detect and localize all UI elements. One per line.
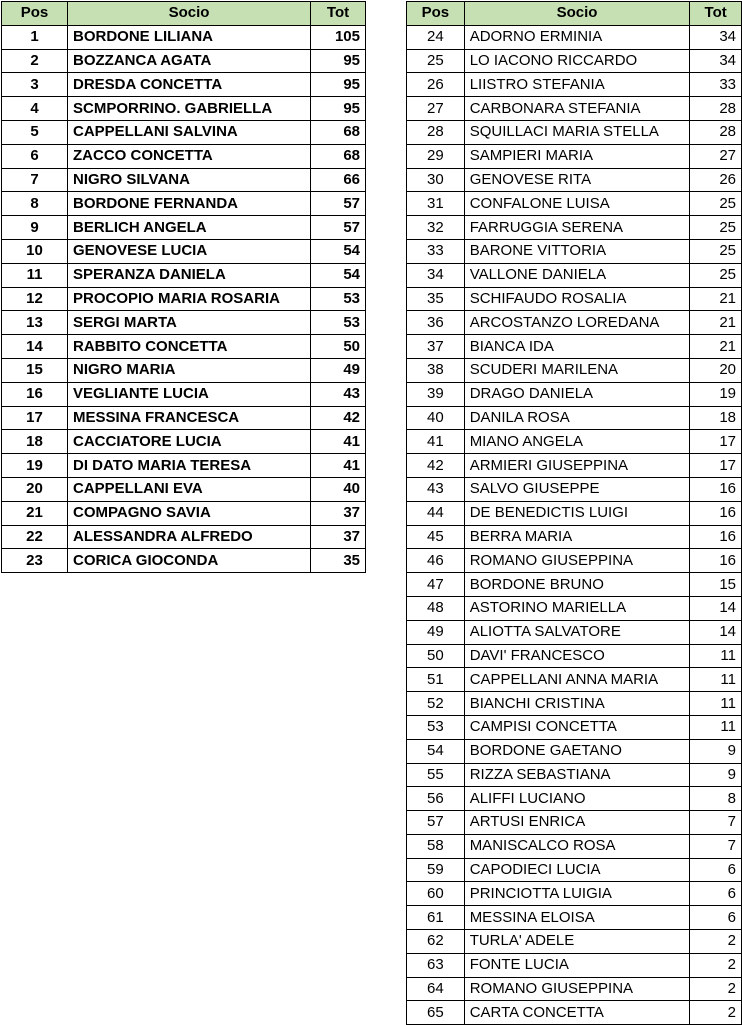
rank-cell: 60 [407, 882, 465, 906]
total-cell: 34 [690, 25, 742, 49]
table-row [2, 525, 366, 549]
rank-cell: 61 [407, 906, 465, 930]
total-cell: 21 [690, 287, 742, 311]
table-row [407, 668, 742, 692]
rank-cell: 39 [407, 382, 465, 406]
member-name-cell: BIANCA IDA [464, 335, 690, 359]
total-cell: 28 [690, 97, 742, 121]
member-name-cell: DAVI' FRANCESCO [464, 644, 690, 668]
member-name-cell: SCUDERI MARILENA [464, 358, 690, 382]
rank-cell: 49 [407, 620, 465, 644]
member-name-cell: SQUILLACI MARIA STELLA [464, 120, 690, 144]
total-cell: 21 [690, 311, 742, 335]
table-row [407, 477, 742, 501]
total-cell: 35 [311, 549, 366, 573]
total-cell: 66 [311, 168, 366, 192]
rank-cell: 28 [407, 120, 465, 144]
table-row [407, 335, 742, 359]
table-row [407, 216, 742, 240]
member-name-cell: LIISTRO STEFANIA [464, 73, 690, 97]
table-row [2, 477, 366, 501]
table-row [407, 644, 742, 668]
total-cell: 14 [690, 620, 742, 644]
rank-cell: 46 [407, 549, 465, 573]
member-name-cell: MESSINA FRANCESCA [68, 406, 311, 430]
member-name-cell: ADORNO ERMINIA [464, 25, 690, 49]
member-name-cell: MIANO ANGELA [464, 430, 690, 454]
table-row [2, 25, 366, 49]
member-name-cell: FONTE LUCIA [464, 953, 690, 977]
table-row [2, 549, 366, 573]
total-cell: 18 [690, 406, 742, 430]
rank-cell: 62 [407, 930, 465, 954]
total-cell: 53 [311, 287, 366, 311]
total-cell: 37 [311, 501, 366, 525]
ranking-table-right [406, 1, 742, 1025]
rank-cell: 29 [407, 144, 465, 168]
total-cell: 14 [690, 596, 742, 620]
member-name-cell: SPERANZA DANIELA [68, 263, 311, 287]
total-cell: 41 [311, 430, 366, 454]
table-row [407, 263, 742, 287]
member-name-cell: SCMPORRINO. GABRIELLA [68, 97, 311, 121]
total-cell: 25 [690, 263, 742, 287]
header-socio: Socio [464, 2, 690, 26]
table-row [407, 501, 742, 525]
header-row [407, 2, 742, 26]
total-cell: 43 [311, 382, 366, 406]
member-name-cell: ARMIERI GIUSEPPINA [464, 454, 690, 478]
rank-cell: 36 [407, 311, 465, 335]
table-row [2, 97, 366, 121]
total-cell: 16 [690, 549, 742, 573]
table-row [407, 525, 742, 549]
table-row [2, 168, 366, 192]
rank-cell: 3 [2, 73, 68, 97]
member-name-cell: DE BENEDICTIS LUIGI [464, 501, 690, 525]
member-name-cell: TURLA' ADELE [464, 930, 690, 954]
rank-cell: 9 [2, 216, 68, 240]
rank-cell: 21 [2, 501, 68, 525]
rank-cell: 40 [407, 406, 465, 430]
total-cell: 57 [311, 192, 366, 216]
total-cell: 16 [690, 501, 742, 525]
header-tot: Tot [311, 2, 366, 26]
total-cell: 33 [690, 73, 742, 97]
table-row [407, 858, 742, 882]
rank-cell: 37 [407, 335, 465, 359]
table-row [407, 882, 742, 906]
member-name-cell: ROMANO GIUSEPPINA [464, 549, 690, 573]
table-row [407, 192, 742, 216]
total-cell: 68 [311, 144, 366, 168]
total-cell: 50 [311, 335, 366, 359]
table-row [2, 311, 366, 335]
rank-cell: 12 [2, 287, 68, 311]
total-cell: 34 [690, 49, 742, 73]
total-cell: 2 [690, 1001, 742, 1025]
member-name-cell: CARBONARA STEFANIA [464, 97, 690, 121]
member-name-cell: SALVO GIUSEPPE [464, 477, 690, 501]
rank-cell: 42 [407, 454, 465, 478]
total-cell: 42 [311, 406, 366, 430]
total-cell: 54 [311, 263, 366, 287]
table-row [2, 192, 366, 216]
table-row [407, 144, 742, 168]
table-row [407, 430, 742, 454]
total-cell: 15 [690, 573, 742, 597]
table-row [2, 263, 366, 287]
table-row [407, 834, 742, 858]
total-cell: 95 [311, 49, 366, 73]
rank-cell: 55 [407, 763, 465, 787]
rank-cell: 1 [2, 25, 68, 49]
member-name-cell: PRINCIOTTA LUIGIA [464, 882, 690, 906]
rank-cell: 31 [407, 192, 465, 216]
member-name-cell: MESSINA ELOISA [464, 906, 690, 930]
total-cell: 26 [690, 168, 742, 192]
total-cell: 7 [690, 834, 742, 858]
member-name-cell: ALIOTTA SALVATORE [464, 620, 690, 644]
total-cell: 105 [311, 25, 366, 49]
rank-cell: 56 [407, 787, 465, 811]
header-pos: Pos [407, 2, 465, 26]
rank-cell: 27 [407, 97, 465, 121]
table-row [407, 73, 742, 97]
total-cell: 8 [690, 787, 742, 811]
total-cell: 95 [311, 73, 366, 97]
total-cell: 11 [690, 668, 742, 692]
rank-cell: 41 [407, 430, 465, 454]
member-name-cell: ASTORINO MARIELLA [464, 596, 690, 620]
member-name-cell: BORDONE LILIANA [68, 25, 311, 49]
table-row [407, 549, 742, 573]
rank-cell: 32 [407, 216, 465, 240]
rank-cell: 47 [407, 573, 465, 597]
header-row [2, 2, 366, 26]
member-name-cell: CAPODIECI LUCIA [464, 858, 690, 882]
total-cell: 11 [690, 715, 742, 739]
table-row [407, 763, 742, 787]
member-name-cell: ROMANO GIUSEPPINA [464, 977, 690, 1001]
total-cell: 57 [311, 216, 366, 240]
rank-cell: 58 [407, 834, 465, 858]
total-cell: 6 [690, 882, 742, 906]
total-cell: 6 [690, 858, 742, 882]
table-row [2, 144, 366, 168]
table-row [2, 120, 366, 144]
member-name-cell: VEGLIANTE LUCIA [68, 382, 311, 406]
rank-cell: 33 [407, 239, 465, 263]
total-cell: 54 [311, 239, 366, 263]
ranking-table-left [1, 1, 366, 573]
member-name-cell: ARCOSTANZO LOREDANA [464, 311, 690, 335]
total-cell: 49 [311, 358, 366, 382]
header-socio: Socio [68, 2, 311, 26]
total-cell: 17 [690, 454, 742, 478]
table-row [2, 454, 366, 478]
member-name-cell: FARRUGGIA SERENA [464, 216, 690, 240]
total-cell: 27 [690, 144, 742, 168]
table-row [407, 977, 742, 1001]
rank-cell: 13 [2, 311, 68, 335]
member-name-cell: DRAGO DANIELA [464, 382, 690, 406]
member-name-cell: CORICA GIOCONDA [68, 549, 311, 573]
rank-cell: 45 [407, 525, 465, 549]
rank-cell: 53 [407, 715, 465, 739]
table-row [407, 406, 742, 430]
member-name-cell: MANISCALCO ROSA [464, 834, 690, 858]
member-name-cell: ALESSANDRA ALFREDO [68, 525, 311, 549]
table-row [2, 335, 366, 359]
member-name-cell: BORDONE FERNANDA [68, 192, 311, 216]
table-row [407, 787, 742, 811]
rank-cell: 25 [407, 49, 465, 73]
table-row [407, 97, 742, 121]
member-name-cell: SERGI MARTA [68, 311, 311, 335]
table-row [407, 287, 742, 311]
total-cell: 11 [690, 692, 742, 716]
table-row [407, 49, 742, 73]
total-cell: 2 [690, 977, 742, 1001]
member-name-cell: ALIFFI LUCIANO [464, 787, 690, 811]
rank-cell: 10 [2, 239, 68, 263]
member-name-cell: BIANCHI CRISTINA [464, 692, 690, 716]
rank-cell: 43 [407, 477, 465, 501]
member-name-cell: PROCOPIO MARIA ROSARIA [68, 287, 311, 311]
member-name-cell: DI DATO MARIA TERESA [68, 454, 311, 478]
member-name-cell: BARONE VITTORIA [464, 239, 690, 263]
member-name-cell: CAPPELLANI SALVINA [68, 120, 311, 144]
rank-cell: 44 [407, 501, 465, 525]
rank-cell: 34 [407, 263, 465, 287]
rank-cell: 20 [2, 477, 68, 501]
rank-cell: 5 [2, 120, 68, 144]
member-name-cell: CAMPISI CONCETTA [464, 715, 690, 739]
table-row [407, 811, 742, 835]
member-name-cell: DANILA ROSA [464, 406, 690, 430]
rank-cell: 54 [407, 739, 465, 763]
rank-cell: 2 [2, 49, 68, 73]
total-cell: 16 [690, 525, 742, 549]
rank-cell: 18 [2, 430, 68, 454]
member-name-cell: GENOVESE LUCIA [68, 239, 311, 263]
table-row [2, 358, 366, 382]
member-name-cell: RABBITO CONCETTA [68, 335, 311, 359]
table-row [407, 454, 742, 478]
total-cell: 9 [690, 739, 742, 763]
total-cell: 20 [690, 358, 742, 382]
total-cell: 2 [690, 930, 742, 954]
table-row [407, 120, 742, 144]
member-name-cell: COMPAGNO SAVIA [68, 501, 311, 525]
member-name-cell: RIZZA SEBASTIANA [464, 763, 690, 787]
total-cell: 40 [311, 477, 366, 501]
total-cell: 68 [311, 120, 366, 144]
rank-cell: 59 [407, 858, 465, 882]
table-row [407, 311, 742, 335]
rank-cell: 23 [2, 549, 68, 573]
rank-cell: 50 [407, 644, 465, 668]
table-row [407, 692, 742, 716]
table-row [407, 1001, 742, 1025]
table-row [2, 501, 366, 525]
table-row [407, 906, 742, 930]
member-name-cell: BERLICH ANGELA [68, 216, 311, 240]
table-row [2, 430, 366, 454]
rank-cell: 52 [407, 692, 465, 716]
rank-cell: 64 [407, 977, 465, 1001]
table-row [407, 596, 742, 620]
total-cell: 17 [690, 430, 742, 454]
rank-cell: 26 [407, 73, 465, 97]
rank-cell: 19 [2, 454, 68, 478]
rank-cell: 51 [407, 668, 465, 692]
table-row [2, 73, 366, 97]
total-cell: 37 [311, 525, 366, 549]
table-row [407, 358, 742, 382]
total-cell: 6 [690, 906, 742, 930]
table-row [2, 287, 366, 311]
table-row [407, 953, 742, 977]
member-name-cell: BORDONE GAETANO [464, 739, 690, 763]
table-row [2, 382, 366, 406]
total-cell: 25 [690, 192, 742, 216]
total-cell: 2 [690, 953, 742, 977]
rank-cell: 48 [407, 596, 465, 620]
total-cell: 25 [690, 239, 742, 263]
table-row [2, 406, 366, 430]
member-name-cell: LO IACONO RICCARDO [464, 49, 690, 73]
rank-cell: 22 [2, 525, 68, 549]
table-row [2, 216, 366, 240]
table-row [407, 573, 742, 597]
member-name-cell: CONFALONE LUISA [464, 192, 690, 216]
table-row [407, 620, 742, 644]
table-row [407, 382, 742, 406]
rank-cell: 14 [2, 335, 68, 359]
member-name-cell: VALLONE DANIELA [464, 263, 690, 287]
table-row [407, 239, 742, 263]
rank-cell: 7 [2, 168, 68, 192]
member-name-cell: SCHIFAUDO ROSALIA [464, 287, 690, 311]
header-pos: Pos [2, 2, 68, 26]
total-cell: 16 [690, 477, 742, 501]
member-name-cell: NIGRO SILVANA [68, 168, 311, 192]
total-cell: 7 [690, 811, 742, 835]
rank-cell: 6 [2, 144, 68, 168]
total-cell: 19 [690, 382, 742, 406]
member-name-cell: ZACCO CONCETTA [68, 144, 311, 168]
rank-cell: 17 [2, 406, 68, 430]
rank-cell: 57 [407, 811, 465, 835]
total-cell: 41 [311, 454, 366, 478]
member-name-cell: BOZZANCA AGATA [68, 49, 311, 73]
total-cell: 53 [311, 311, 366, 335]
table-row [407, 715, 742, 739]
member-name-cell: CARTA CONCETTA [464, 1001, 690, 1025]
header-tot: Tot [690, 2, 742, 26]
member-name-cell: DRESDA CONCETTA [68, 73, 311, 97]
rank-cell: 4 [2, 97, 68, 121]
total-cell: 95 [311, 97, 366, 121]
member-name-cell: NIGRO MARIA [68, 358, 311, 382]
member-name-cell: CAPPELLANI EVA [68, 477, 311, 501]
total-cell: 9 [690, 763, 742, 787]
rank-cell: 15 [2, 358, 68, 382]
total-cell: 25 [690, 216, 742, 240]
member-name-cell: SAMPIERI MARIA [464, 144, 690, 168]
member-name-cell: CAPPELLANI ANNA MARIA [464, 668, 690, 692]
member-name-cell: GENOVESE RITA [464, 168, 690, 192]
table-row [407, 930, 742, 954]
total-cell: 28 [690, 120, 742, 144]
table-row [407, 25, 742, 49]
rank-cell: 24 [407, 25, 465, 49]
member-name-cell: CACCIATORE LUCIA [68, 430, 311, 454]
member-name-cell: BORDONE BRUNO [464, 573, 690, 597]
rank-cell: 35 [407, 287, 465, 311]
total-cell: 21 [690, 335, 742, 359]
rank-cell: 16 [2, 382, 68, 406]
member-name-cell: ARTUSI ENRICA [464, 811, 690, 835]
table-row [407, 739, 742, 763]
total-cell: 11 [690, 644, 742, 668]
table-row [407, 168, 742, 192]
table-row [2, 49, 366, 73]
rank-cell: 63 [407, 953, 465, 977]
rank-cell: 30 [407, 168, 465, 192]
rank-cell: 38 [407, 358, 465, 382]
rank-cell: 65 [407, 1001, 465, 1025]
table-row [2, 239, 366, 263]
member-name-cell: BERRA MARIA [464, 525, 690, 549]
rank-cell: 11 [2, 263, 68, 287]
rank-cell: 8 [2, 192, 68, 216]
